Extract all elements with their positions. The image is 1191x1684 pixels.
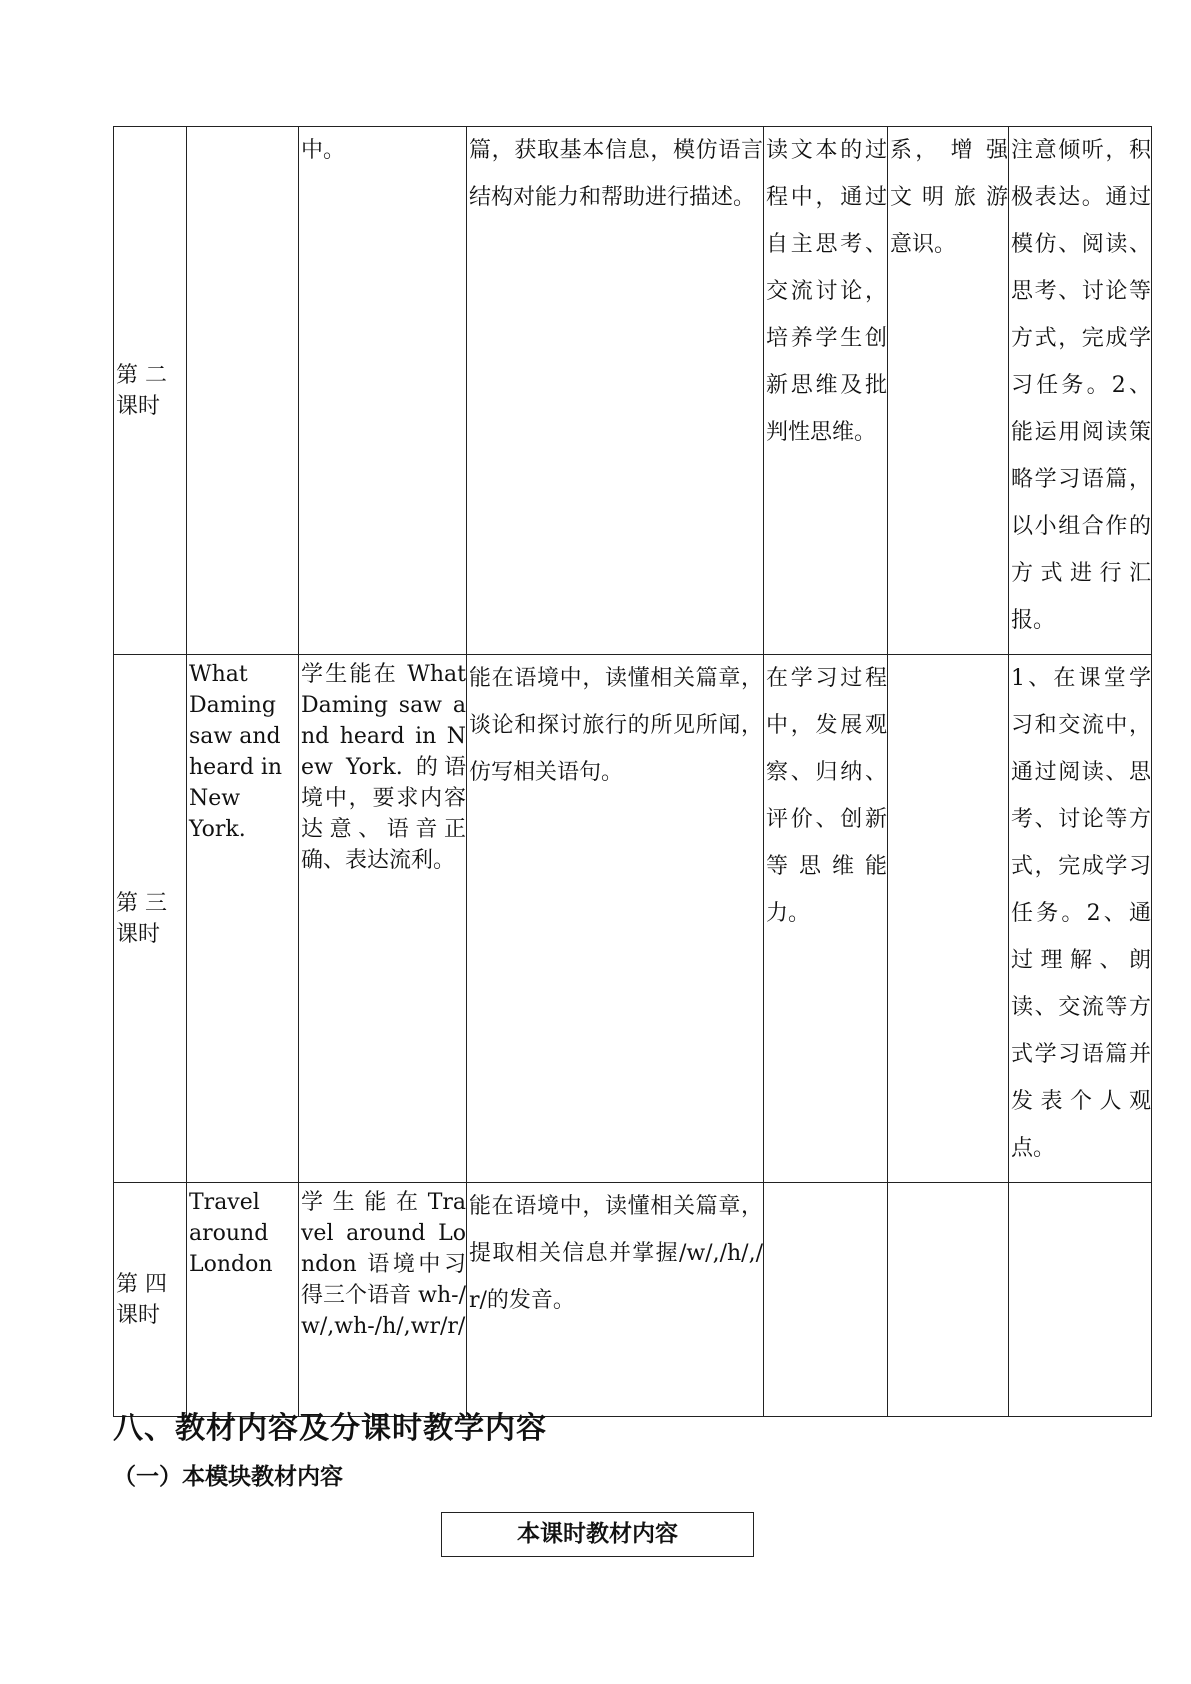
lesson-objective: 学生能在 What Daming saw and heard in New York. 的语境中，要求内容达意、语音正确、表达流利。 — [299, 655, 467, 1183]
lesson-label: 第 二课时 — [114, 127, 187, 655]
section-heading: 八、教材内容及分课时教学内容 — [113, 1411, 547, 1446]
lesson-title: Travel around London — [187, 1183, 299, 1417]
learning-goal: 1、在课堂学习和交流中，通过阅读、思考、讨论等方式，完成学习任务。2、通过理解、朗读、交流等方式学习语篇并发表个人观点。 — [1009, 655, 1152, 1183]
language-goal: 篇，获取基本信息，模仿语言结构对能力和帮助进行描述。 — [467, 127, 764, 655]
learning-goal — [1009, 1183, 1152, 1417]
boxed-caption: 本课时教材内容 — [441, 1512, 754, 1557]
learning-goal: 注意倾听，积极表达。通过模仿、阅读、思考、讨论等方式，完成学习任务。2、能运用阅读策略学习语篇，以小组合作的方式进行汇报。 — [1009, 127, 1152, 655]
table-row-lesson-2 — [114, 127, 1152, 655]
culture-goal — [888, 655, 1009, 1183]
lesson-title: What Daming saw and heard in New York. — [187, 655, 299, 1183]
lesson-objective: 中。 — [299, 127, 467, 655]
lesson-label: 第 三课时 — [114, 655, 187, 1183]
table-row-lesson-3 — [114, 655, 1152, 1183]
lesson-title — [187, 127, 299, 655]
thinking-goal: 在学习过程中，发展观察、归纳、评价、创新等思维能力。 — [764, 655, 888, 1183]
language-goal: 能在语境中，读懂相关篇章，提取相关信息并掌握/w/,/h/,/r/的发音。 — [467, 1183, 764, 1417]
thinking-goal: 读文本的过程中，通过自主思考、交流讨论，培养学生创新思维及批判性思维。 — [764, 127, 888, 655]
thinking-goal — [764, 1183, 888, 1417]
lesson-label: 第 四课时 — [114, 1183, 187, 1417]
lesson-objective: 学 生 能 在 Travel around London 语境中习得三个语音 wh-/w/,wh-/h/,wr/r/ — [299, 1183, 467, 1417]
table-row-lesson-4 — [114, 1183, 1152, 1417]
subsection-heading: （一）本模块教材内容 — [113, 1463, 343, 1490]
lesson-plan-table — [113, 126, 1152, 1417]
culture-goal — [888, 1183, 1009, 1417]
culture-goal: 系， 增 强文 明 旅 游意识。 — [888, 127, 1009, 655]
language-goal: 能在语境中，读懂相关篇章，谈论和探讨旅行的所见所闻，仿写相关语句。 — [467, 655, 764, 1183]
